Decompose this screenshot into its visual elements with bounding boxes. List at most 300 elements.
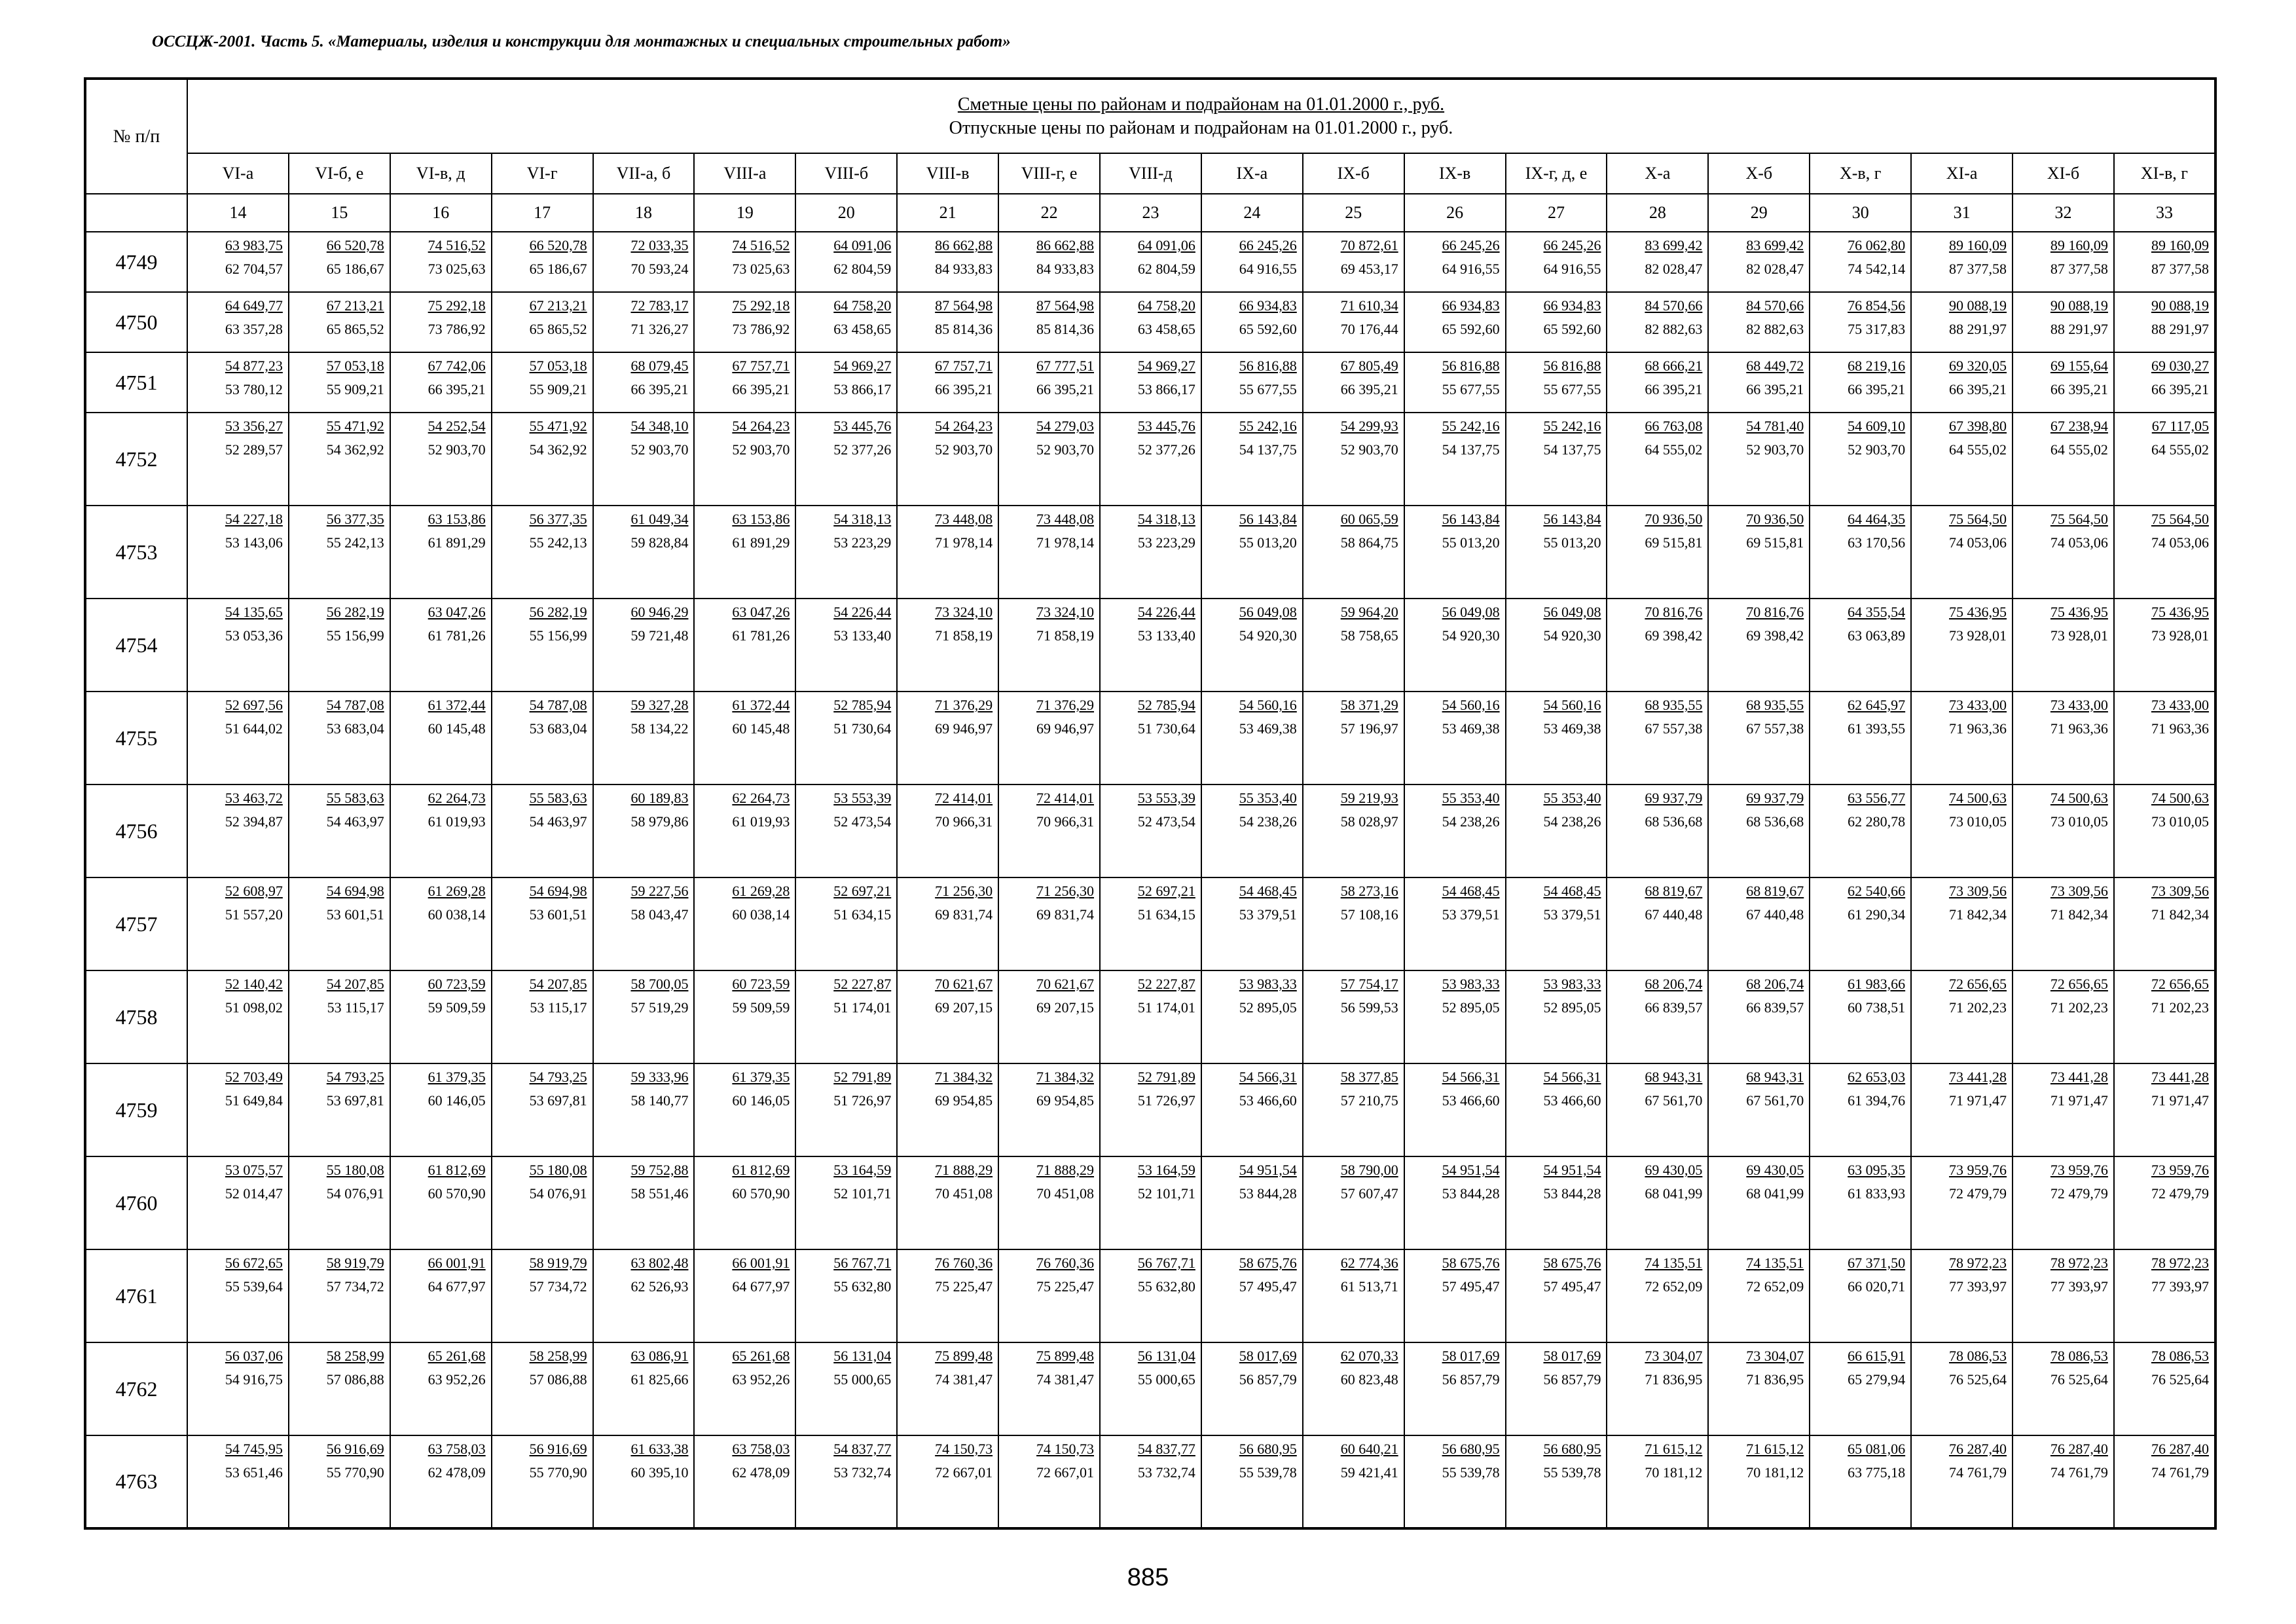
price-cell xyxy=(1303,1156,1404,1249)
release-price: 60 570,90 xyxy=(732,1185,790,1202)
estimate-price: 73 441,28 xyxy=(2151,1069,2209,1085)
price-cell xyxy=(998,506,1100,599)
table-row xyxy=(85,1342,2215,1435)
estimate-price: 58 675,76 xyxy=(1239,1255,1297,1271)
estimate-price: 66 001,91 xyxy=(732,1255,790,1271)
release-price: 72 667,01 xyxy=(935,1464,993,1481)
estimate-price: 61 633,38 xyxy=(630,1441,689,1457)
estimate-price: 89 160,09 xyxy=(2050,237,2108,253)
table-row xyxy=(85,877,2215,970)
price-cell xyxy=(1303,506,1404,599)
release-price: 53 866,17 xyxy=(833,381,892,397)
column-number: 20 xyxy=(795,194,897,232)
release-price: 70 181,12 xyxy=(1746,1464,1804,1481)
release-price: 64 677,97 xyxy=(428,1278,486,1295)
row-number: 4752 xyxy=(85,413,187,506)
estimate-price: 63 758,03 xyxy=(732,1441,790,1457)
estimate-price: 67 213,21 xyxy=(529,297,587,314)
price-cell xyxy=(593,413,695,506)
estimate-price: 67 757,71 xyxy=(732,358,790,374)
release-price: 55 909,21 xyxy=(529,381,587,397)
estimate-price: 54 279,03 xyxy=(1036,418,1095,434)
price-cell xyxy=(187,1063,289,1156)
estimate-price: 74 500,63 xyxy=(1949,790,2007,806)
estimate-price: 62 070,33 xyxy=(1340,1348,1398,1364)
price-cell xyxy=(1303,970,1404,1063)
price-cell xyxy=(897,877,998,970)
price-cell xyxy=(593,1063,695,1156)
release-price: 68 041,99 xyxy=(1645,1185,1703,1202)
estimate-price: 87 564,98 xyxy=(935,297,993,314)
price-cell xyxy=(1303,692,1404,784)
release-price: 52 101,71 xyxy=(1137,1185,1195,1202)
release-price: 53 844,28 xyxy=(1442,1185,1500,1202)
release-price: 53 844,28 xyxy=(1543,1185,1601,1202)
price-cell xyxy=(1404,599,1506,692)
estimate-price: 70 621,67 xyxy=(935,976,993,992)
estimate-price: 73 304,07 xyxy=(1645,1348,1703,1364)
release-price: 64 555,02 xyxy=(1949,441,2007,458)
price-cell xyxy=(998,970,1100,1063)
release-price: 76 525,64 xyxy=(2050,1371,2108,1388)
release-price: 63 952,26 xyxy=(428,1371,486,1388)
estimate-price: 67 757,71 xyxy=(935,358,993,374)
estimate-price: 54 969,27 xyxy=(833,358,892,374)
price-cell xyxy=(897,1249,998,1342)
price-cell xyxy=(1607,784,1708,877)
price-cell xyxy=(2114,352,2215,413)
column-number: 28 xyxy=(1607,194,1708,232)
estimate-price: 55 353,40 xyxy=(1239,790,1297,806)
price-cell xyxy=(289,352,390,413)
row-number: 4749 xyxy=(85,232,187,292)
price-cell xyxy=(1708,970,1810,1063)
estimate-price: 68 666,21 xyxy=(1645,358,1703,374)
estimate-price: 75 899,48 xyxy=(1036,1348,1095,1364)
estimate-price: 54 969,27 xyxy=(1137,358,1195,374)
price-cell xyxy=(1506,413,1607,506)
row-number: 4756 xyxy=(85,784,187,877)
release-price: 71 836,95 xyxy=(1645,1371,1703,1388)
estimate-price: 76 760,36 xyxy=(1036,1255,1095,1271)
price-cell xyxy=(1911,784,2013,877)
estimate-price: 89 160,09 xyxy=(1949,237,2007,253)
release-price: 65 592,60 xyxy=(1239,321,1297,337)
price-cell xyxy=(1607,352,1708,413)
release-price: 72 479,79 xyxy=(2050,1185,2108,1202)
estimate-price: 73 448,08 xyxy=(1036,511,1095,527)
release-price: 52 895,05 xyxy=(1442,999,1500,1016)
release-price: 85 814,36 xyxy=(935,321,993,337)
estimate-price: 78 972,23 xyxy=(1949,1255,2007,1271)
price-cell xyxy=(492,1063,593,1156)
estimate-price: 66 934,83 xyxy=(1543,297,1601,314)
release-price: 62 478,09 xyxy=(732,1464,790,1481)
estimate-price: 54 318,13 xyxy=(1137,511,1195,527)
row-number: 4753 xyxy=(85,506,187,599)
price-cell xyxy=(1100,1249,1201,1342)
estimate-price: 60 723,59 xyxy=(428,976,486,992)
column-number: 32 xyxy=(2013,194,2114,232)
release-price: 71 971,47 xyxy=(1949,1092,2007,1109)
estimate-price: 73 433,00 xyxy=(2151,697,2209,713)
release-price: 52 289,57 xyxy=(225,441,283,458)
price-cell xyxy=(1404,292,1506,352)
price-cell xyxy=(1506,1156,1607,1249)
release-price: 55 156,99 xyxy=(326,627,384,644)
release-price: 57 108,16 xyxy=(1340,906,1398,923)
release-price: 74 053,06 xyxy=(2050,534,2108,551)
price-cell xyxy=(1810,599,1911,692)
region-header: X-а xyxy=(1607,153,1708,194)
row-number: 4761 xyxy=(85,1249,187,1342)
release-price: 73 928,01 xyxy=(2151,627,2209,644)
estimate-price: 54 252,54 xyxy=(428,418,486,434)
release-price: 72 652,09 xyxy=(1746,1278,1804,1295)
estimate-price: 55 242,16 xyxy=(1239,418,1297,434)
release-price: 61 833,93 xyxy=(1848,1185,1906,1202)
price-cell xyxy=(1708,506,1810,599)
estimate-price: 56 131,04 xyxy=(833,1348,892,1364)
price-cell xyxy=(593,506,695,599)
estimate-price: 73 309,56 xyxy=(2151,883,2209,899)
estimate-price-caption: Сметные цены по районам и подрайонам на 01.01.2000 г., руб. xyxy=(957,94,1445,115)
estimate-price: 57 053,18 xyxy=(326,358,384,374)
price-cell xyxy=(2013,1249,2114,1342)
price-cell xyxy=(1100,1342,1201,1435)
row-number: 4758 xyxy=(85,970,187,1063)
price-cell xyxy=(593,1156,695,1249)
release-price: 72 479,79 xyxy=(2151,1185,2209,1202)
estimate-price: 54 348,10 xyxy=(630,418,689,434)
price-cell xyxy=(1100,784,1201,877)
release-price: 61 891,29 xyxy=(428,534,486,551)
release-price: 60 570,90 xyxy=(428,1185,486,1202)
estimate-price: 60 065,59 xyxy=(1340,511,1398,527)
price-cell xyxy=(694,352,795,413)
estimate-price: 58 273,16 xyxy=(1340,883,1398,899)
release-price: 53 866,17 xyxy=(1137,381,1195,397)
table-row xyxy=(85,506,2215,599)
estimate-price: 54 793,25 xyxy=(326,1069,384,1085)
estimate-price: 90 088,19 xyxy=(1949,297,2007,314)
estimate-price: 66 245,26 xyxy=(1543,237,1601,253)
price-cell xyxy=(1810,506,1911,599)
release-price: 66 395,21 xyxy=(1746,381,1804,397)
estimate-price: 56 143,84 xyxy=(1543,511,1601,527)
estimate-price: 58 017,69 xyxy=(1239,1348,1297,1364)
price-cell xyxy=(187,232,289,292)
price-cell xyxy=(289,506,390,599)
estimate-price: 56 916,69 xyxy=(326,1441,384,1457)
release-price: 55 013,20 xyxy=(1543,534,1601,551)
region-header: XI-а xyxy=(1911,153,2013,194)
price-cell xyxy=(1303,232,1404,292)
estimate-price: 76 854,56 xyxy=(1848,297,1906,314)
estimate-price: 71 256,30 xyxy=(935,883,993,899)
release-price: 66 395,21 xyxy=(1645,381,1703,397)
release-price: 54 920,30 xyxy=(1442,627,1500,644)
price-cell xyxy=(1708,292,1810,352)
price-cell xyxy=(289,413,390,506)
release-price: 53 683,04 xyxy=(529,720,587,737)
price-cell xyxy=(2013,1435,2114,1528)
release-price: 63 063,89 xyxy=(1848,627,1906,644)
release-price: 66 395,21 xyxy=(1949,381,2007,397)
price-cell xyxy=(593,292,695,352)
release-price: 53 651,46 xyxy=(225,1464,283,1481)
release-price: 51 726,97 xyxy=(833,1092,892,1109)
release-price: 53 466,60 xyxy=(1239,1092,1297,1109)
estimate-price: 55 583,63 xyxy=(529,790,587,806)
price-cell xyxy=(1303,352,1404,413)
price-cell xyxy=(289,970,390,1063)
price-cell xyxy=(1506,352,1607,413)
estimate-price: 52 791,89 xyxy=(833,1069,892,1085)
price-cell xyxy=(1201,1249,1303,1342)
release-price: 73 010,05 xyxy=(2151,813,2209,830)
estimate-price: 55 242,16 xyxy=(1543,418,1601,434)
release-price: 70 451,08 xyxy=(935,1185,993,1202)
release-price: 67 440,48 xyxy=(1645,906,1703,923)
estimate-price: 53 553,39 xyxy=(833,790,892,806)
estimate-price: 67 371,50 xyxy=(1848,1255,1906,1271)
estimate-price: 66 615,91 xyxy=(1848,1348,1906,1364)
estimate-price: 55 180,08 xyxy=(529,1162,587,1178)
price-cell xyxy=(593,1249,695,1342)
price-cell xyxy=(492,352,593,413)
estimate-price: 89 160,09 xyxy=(2151,237,2209,253)
release-price: 54 238,26 xyxy=(1543,813,1601,830)
release-price: 69 207,15 xyxy=(935,999,993,1016)
estimate-price: 52 227,87 xyxy=(1137,976,1195,992)
estimate-price: 52 227,87 xyxy=(833,976,892,992)
release-price: 66 839,57 xyxy=(1746,999,1804,1016)
release-price: 53 143,06 xyxy=(225,534,283,551)
price-cell xyxy=(694,970,795,1063)
estimate-price: 64 355,54 xyxy=(1848,604,1906,620)
estimate-price: 53 075,57 xyxy=(225,1162,283,1178)
release-price: 54 137,75 xyxy=(1543,441,1601,458)
price-cell xyxy=(187,1156,289,1249)
price-cell xyxy=(897,784,998,877)
release-price: 66 395,21 xyxy=(2151,381,2209,397)
estimate-price: 59 327,28 xyxy=(630,697,689,713)
release-price: 65 865,52 xyxy=(326,321,384,337)
price-cell xyxy=(1404,506,1506,599)
price-cell xyxy=(593,692,695,784)
region-header: VI-б, е xyxy=(289,153,390,194)
table-row xyxy=(85,232,2215,292)
price-cell xyxy=(1607,1435,1708,1528)
estimate-price: 54 226,44 xyxy=(1137,604,1195,620)
release-price: 53 115,17 xyxy=(530,999,587,1016)
price-cell xyxy=(998,692,1100,784)
release-price: 54 137,75 xyxy=(1239,441,1297,458)
estimate-price: 54 787,08 xyxy=(326,697,384,713)
release-price: 84 933,83 xyxy=(1036,261,1095,277)
price-cell xyxy=(1100,970,1201,1063)
price-cell xyxy=(1506,506,1607,599)
price-cell xyxy=(795,784,897,877)
estimate-price: 56 767,71 xyxy=(1137,1255,1195,1271)
price-cell xyxy=(187,1435,289,1528)
release-price: 57 196,97 xyxy=(1340,720,1398,737)
release-price: 60 145,48 xyxy=(428,720,486,737)
estimate-price: 58 790,00 xyxy=(1340,1162,1398,1178)
column-number: 19 xyxy=(694,194,795,232)
price-cell xyxy=(289,292,390,352)
estimate-price: 54 694,98 xyxy=(529,883,587,899)
estimate-price: 54 694,98 xyxy=(326,883,384,899)
price-cell xyxy=(593,232,695,292)
release-price: 71 858,19 xyxy=(1036,627,1095,644)
release-price: 82 028,47 xyxy=(1645,261,1703,277)
price-cell xyxy=(694,1063,795,1156)
release-price: 71 858,19 xyxy=(935,627,993,644)
release-price: 71 963,36 xyxy=(2050,720,2108,737)
price-cell xyxy=(1201,1063,1303,1156)
price-cell xyxy=(1201,413,1303,506)
release-price: 66 020,71 xyxy=(1848,1278,1906,1295)
table-row xyxy=(85,599,2215,692)
release-price: 53 469,38 xyxy=(1442,720,1500,737)
release-price: 70 593,24 xyxy=(630,261,689,277)
release-price: 84 933,83 xyxy=(935,261,993,277)
release-price: 55 539,78 xyxy=(1442,1464,1500,1481)
estimate-price: 63 047,26 xyxy=(732,604,790,620)
price-cell xyxy=(795,692,897,784)
estimate-price: 57 754,17 xyxy=(1340,976,1398,992)
price-cell xyxy=(1404,877,1506,970)
estimate-price: 68 206,74 xyxy=(1645,976,1703,992)
price-cell xyxy=(998,1249,1100,1342)
estimate-price: 55 583,63 xyxy=(326,790,384,806)
release-price: 57 519,29 xyxy=(630,999,689,1016)
release-price: 60 146,05 xyxy=(732,1092,790,1109)
price-cell xyxy=(897,1156,998,1249)
estimate-price: 66 934,83 xyxy=(1442,297,1500,314)
estimate-price: 54 264,23 xyxy=(732,418,790,434)
price-cell xyxy=(1201,970,1303,1063)
region-header: VII-а, б xyxy=(593,153,695,194)
table-row xyxy=(85,1156,2215,1249)
estimate-price: 56 049,08 xyxy=(1543,604,1601,620)
price-cell xyxy=(694,1156,795,1249)
estimate-price: 78 972,23 xyxy=(2050,1255,2108,1271)
price-cell xyxy=(390,1249,492,1342)
estimate-price: 74 500,63 xyxy=(2151,790,2209,806)
release-price: 66 395,21 xyxy=(1340,381,1398,397)
price-cell xyxy=(390,1435,492,1528)
release-price: 57 086,88 xyxy=(326,1371,384,1388)
release-price: 53 133,40 xyxy=(1137,627,1195,644)
estimate-price: 74 500,63 xyxy=(2050,790,2108,806)
price-cell xyxy=(187,692,289,784)
price-cell xyxy=(187,292,289,352)
estimate-price: 72 656,65 xyxy=(2050,976,2108,992)
price-cell xyxy=(1708,352,1810,413)
release-price: 56 857,79 xyxy=(1442,1371,1500,1388)
release-price: 67 557,38 xyxy=(1746,720,1804,737)
release-price: 77 393,97 xyxy=(2151,1278,2209,1295)
price-cell xyxy=(1404,1063,1506,1156)
estimate-price: 73 433,00 xyxy=(2050,697,2108,713)
release-price: 64 555,02 xyxy=(2050,441,2108,458)
price-cell xyxy=(289,232,390,292)
table-row xyxy=(85,352,2215,413)
region-header: VIII-б xyxy=(795,153,897,194)
price-cell xyxy=(1303,292,1404,352)
estimate-price: 54 468,45 xyxy=(1239,883,1297,899)
price-cell xyxy=(1810,970,1911,1063)
release-price: 52 473,54 xyxy=(833,813,892,830)
release-price: 62 478,09 xyxy=(428,1464,486,1481)
price-cell xyxy=(795,292,897,352)
region-header: XI-в, г xyxy=(2114,153,2215,194)
price-cell xyxy=(2114,692,2215,784)
release-price: 67 557,38 xyxy=(1645,720,1703,737)
release-price: 54 362,92 xyxy=(326,441,384,458)
release-price: 60 395,10 xyxy=(630,1464,689,1481)
release-price: 51 649,84 xyxy=(225,1092,283,1109)
release-price: 71 971,47 xyxy=(2050,1092,2108,1109)
price-cell xyxy=(694,877,795,970)
price-cell xyxy=(1303,877,1404,970)
release-price: 61 290,34 xyxy=(1848,906,1906,923)
release-price: 71 971,47 xyxy=(2151,1092,2209,1109)
release-price: 66 395,21 xyxy=(2050,381,2108,397)
release-price: 55 770,90 xyxy=(529,1464,587,1481)
release-price: 51 644,02 xyxy=(225,720,283,737)
estimate-price: 54 609,10 xyxy=(1848,418,1906,434)
estimate-price: 58 919,79 xyxy=(529,1255,587,1271)
release-price: 52 903,70 xyxy=(1036,441,1095,458)
release-price: 57 086,88 xyxy=(529,1371,587,1388)
estimate-price: 54 468,45 xyxy=(1442,883,1500,899)
column-number: 16 xyxy=(390,194,492,232)
price-cell xyxy=(1708,599,1810,692)
release-price: 87 377,58 xyxy=(1949,261,2007,277)
estimate-price: 67 777,51 xyxy=(1036,358,1095,374)
release-price: 58 979,86 xyxy=(630,813,689,830)
price-cell xyxy=(2114,506,2215,599)
release-price: 62 280,78 xyxy=(1848,813,1906,830)
estimate-price: 54 566,31 xyxy=(1442,1069,1500,1085)
estimate-price: 76 287,40 xyxy=(1949,1441,2007,1457)
price-cell xyxy=(1607,692,1708,784)
price-cell xyxy=(795,1063,897,1156)
estimate-price: 70 872,61 xyxy=(1340,237,1398,253)
price-cell xyxy=(795,1435,897,1528)
price-cell xyxy=(1201,877,1303,970)
estimate-price: 52 791,89 xyxy=(1137,1069,1195,1085)
estimate-price: 68 943,31 xyxy=(1645,1069,1703,1085)
release-price: 57 495,47 xyxy=(1239,1278,1297,1295)
release-price: 57 607,47 xyxy=(1340,1185,1398,1202)
estimate-price: 73 959,76 xyxy=(2050,1162,2108,1178)
price-cell xyxy=(2013,1156,2114,1249)
release-price: 52 473,54 xyxy=(1137,813,1195,830)
release-price: 55 539,78 xyxy=(1543,1464,1601,1481)
price-cell xyxy=(1810,292,1911,352)
estimate-price: 54 837,77 xyxy=(833,1441,892,1457)
price-cell xyxy=(795,413,897,506)
release-price: 57 210,75 xyxy=(1340,1092,1398,1109)
estimate-price: 71 256,30 xyxy=(1036,883,1095,899)
release-price: 54 137,75 xyxy=(1442,441,1500,458)
column-number: 30 xyxy=(1810,194,1911,232)
